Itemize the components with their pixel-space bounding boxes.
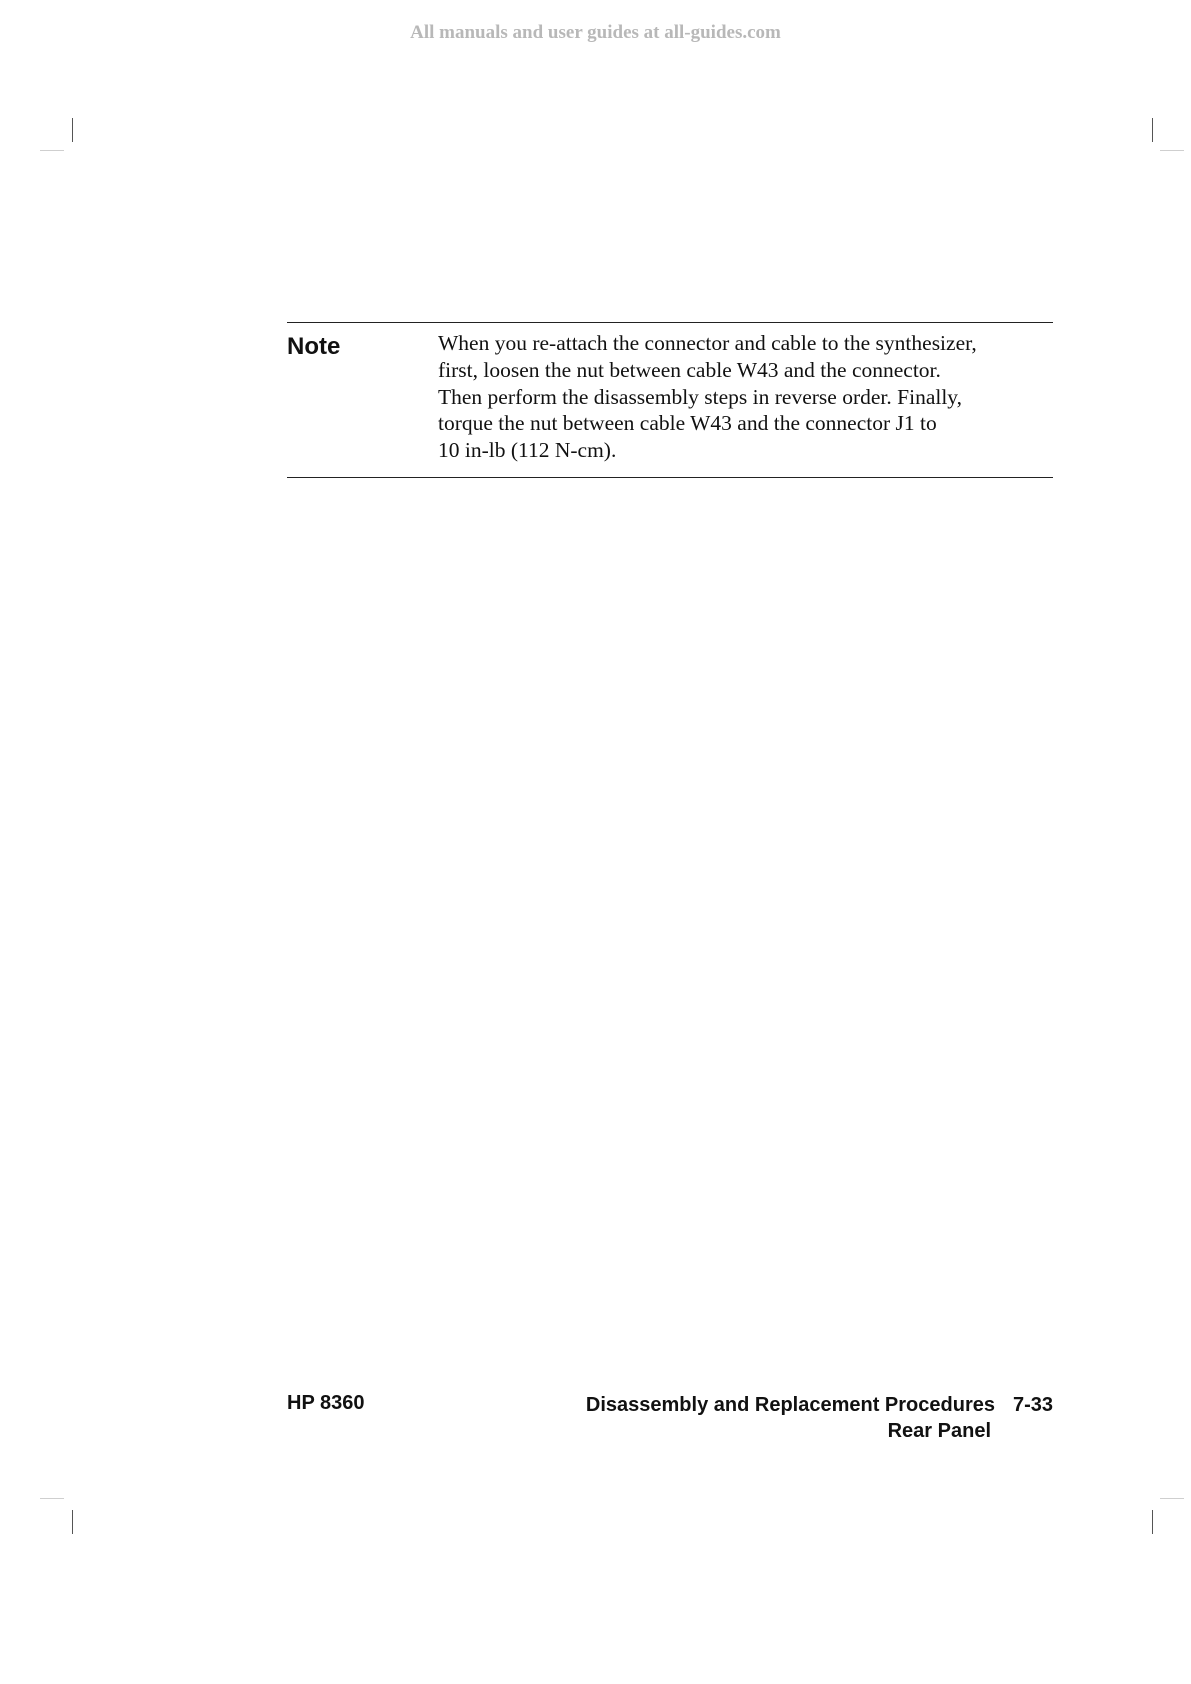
note-bottom-rule [287, 477, 1053, 478]
crop-mark-top-left-h [40, 150, 64, 151]
watermark-text: All manuals and user guides at all-guides.com [410, 22, 781, 43]
note-line: When you re-attach the connector and cable to the synthesizer, [438, 331, 977, 355]
crop-mark-bottom-right-h [1160, 1498, 1184, 1499]
footer-right [586, 1392, 1053, 1444]
footer-chapter-row [586, 1392, 1053, 1418]
crop-mark-bottom-right [1152, 1510, 1153, 1534]
footer-product: HP 8360 [287, 1392, 365, 1414]
crop-mark-top-left [72, 118, 73, 142]
crop-mark-bottom-left [72, 1510, 73, 1534]
note-line: torque the nut between cable W43 and the connector J1 to [438, 411, 937, 436]
footer-chapter: Disassembly and Replacement Procedures [585, 1394, 995, 1416]
note-line: first, loosen the nut between cable W43 and the connector. [438, 357, 941, 382]
footer-section: Rear Panel [887, 1420, 991, 1442]
footer-section-row [586, 1418, 1053, 1444]
footer-page-number: 7-33 [1012, 1394, 1053, 1416]
note-top-rule [287, 322, 1053, 323]
note-label: Note [287, 333, 341, 360]
crop-mark-top-right-h [1160, 150, 1184, 151]
crop-mark-bottom-left-h [40, 1498, 64, 1499]
crop-mark-top-right [1152, 118, 1153, 142]
note-line: 10 in-lb (112 N-cm). [438, 438, 617, 463]
note-line: Then perform the disassembly steps in reverse order. Finally, [438, 384, 963, 409]
note-body [438, 330, 1058, 464]
